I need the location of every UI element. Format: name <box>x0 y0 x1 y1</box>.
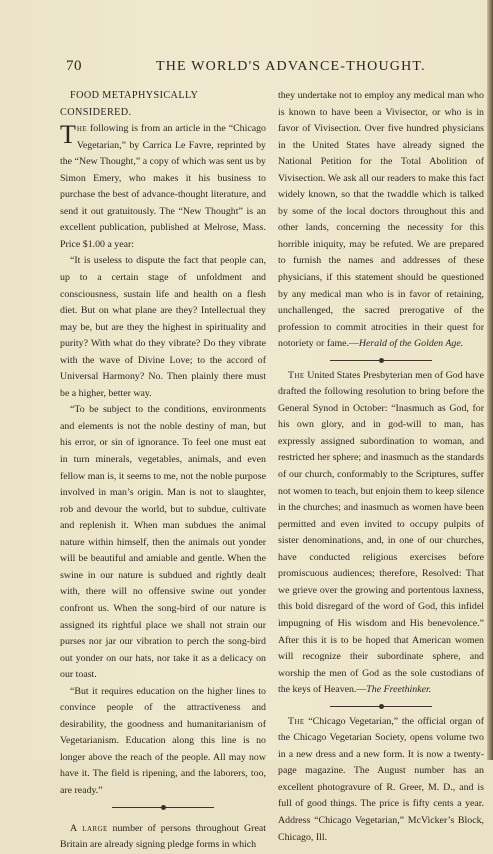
para-text: United States Presbyterian men of God have drafted the following resolution to bring before the General Synod in October: “Inasmuch as God, for his own glory, and in god-will to man, has expressly assigned subordination to woman, and restricted her sphere; and inasmuch as the standards of our church, conformably to the Scriptures, suffer not women to teach, but enjoin them to keep silence in the churches; and inasmuch as women have been permitted and even invited to occupy pulpits of sister denominations, and, in one of our churches, have conducted religious exercises before promiscuous audiences; therefore, Resolved: That we grieve over the growing and portentous laxness, this bold disregard of the word of God, this infidel impugning of His wisdom and His benevolence.” After this it is to be hoped that American women will recognize their subordinate sphere, and worship the men of God as the sole custodians of the keys of Heaven.— <box>278 369 484 696</box>
chicago-vegetarian-paragraph <box>278 714 484 846</box>
vivisection-paragraph-start <box>60 821 266 854</box>
drop-cap: T <box>60 120 76 150</box>
section-divider <box>278 702 484 711</box>
source-citation: The Freethinker. <box>366 684 432 696</box>
page-edge-shadow <box>487 0 493 760</box>
quote-paragraph-2: “To be subject to the conditions, environments and elements is not the noble destiny of man, but his error, or sin of ignorance. To feel one must eat in turn minerals, vegetables, animals, and even fellow man is, it seems to me, not the noble purpose involved in man’s origin. Man is not to slaughter, rob and devour the world, but to subdue, cultivate and replenish it. When man subdues the animal nature within himself, then the animals out yonder will be beautiful and amiable and gentle. When the swine in our nature is subdued and rightly dealt with, there will no offensive swine out yonder confront us. When the song-bird of our nature is assigned its rightful place we shall not strain our purses nor jar our vibration to perch the song-bird out yonder on our hats, nor take it as a delicacy on our toast. <box>60 404 266 681</box>
section-divider <box>278 356 484 365</box>
intro-text: following is from an article in the “Chicago Vegetarian,” by Carrica Le Favre, reprinted by the “New Thought,” a copy of which was sent us by Simon Emery, who makes it his business to purchase the best of advance-thought literature, and send it out gratuitously. The “New Thought” is an excellent publication, published at Melrose, Mass. Price $1.00 a year: <box>60 123 266 250</box>
para-smallcaps: A large <box>70 822 108 834</box>
para-text: “Chicago Vegetarian,” the official organ of the Chicago Vegetarian Society, opens volume two in a new dress and a new form. It is now a twenty-page magazine. The August number has an excellent photogravure of R. Greer, M. D., and is full of good things. The price is fifty cents a year. Address “Chicago Vegetarian,” McVicker’s Block, Chicago, Ill. <box>278 715 484 843</box>
intro-paragraph <box>60 121 266 253</box>
page-number: 70 <box>66 58 82 74</box>
para-smallcaps: The <box>288 369 305 381</box>
quote-paragraph-3: “But it requires education on the higher lines to convince people of the attractiveness and desirability, the goodness and humanitarianism of Vegetarianism. Education along this line is no longer above the reach of the people. All may now have it. The field is ripening, and the laborers, too, are ready.” <box>60 685 266 796</box>
source-citation: Herald of the Golden Age. <box>358 338 464 350</box>
vivisection-paragraph-continued <box>278 88 484 353</box>
running-head: THE WORLD'S ADVANCE-THOUGHT. <box>156 59 426 74</box>
para-text: they undertake not to employ any medical man who is known to have been a Vivisector, or who is in favor of Vivisection. Over five hundred physicians in the United States have already signed the National Petition for the Total Abolition of Vivisection. We ask all our readers to make this fact widely known, so that the twaddle which is talked by some of the local doctors throughout this and other lands, concerning the necessity for this horrible iniquity, may be refuted. We are prepared to furnish the names and addresses of these physicians, if this statement should be questioned by any medical man who is in favor of retaining, unchallenged, the sacred prerogative of the profession to commit atrocities in their quest for notoriety or fame.— <box>278 90 484 350</box>
article-heading: FOOD METAPHYSICALLY CONSIDERED. <box>60 90 198 118</box>
presbyterian-paragraph <box>278 368 484 699</box>
right-column <box>278 88 484 846</box>
intro-smallcaps: he <box>76 123 88 135</box>
para-text: number of persons throughout Great Britain are already signing pledge forms in which <box>60 822 266 851</box>
quote-paragraph-1: “It is useless to dispute the fact that people can, up to a certain stage of unfoldment and consciousness, sustain life and health on a flesh diet. But on what plane are they? Intellectual they may be, but are they the highest in spirituality and purity? With what do they vibrate? Do they vibrate with the wave of Divine Love; to the accord of Universal Harmony? No. Then plainly there must be a higher, better way. <box>60 255 266 399</box>
section-divider <box>60 803 266 812</box>
left-column <box>60 88 266 854</box>
para-smallcaps: The <box>288 715 305 727</box>
